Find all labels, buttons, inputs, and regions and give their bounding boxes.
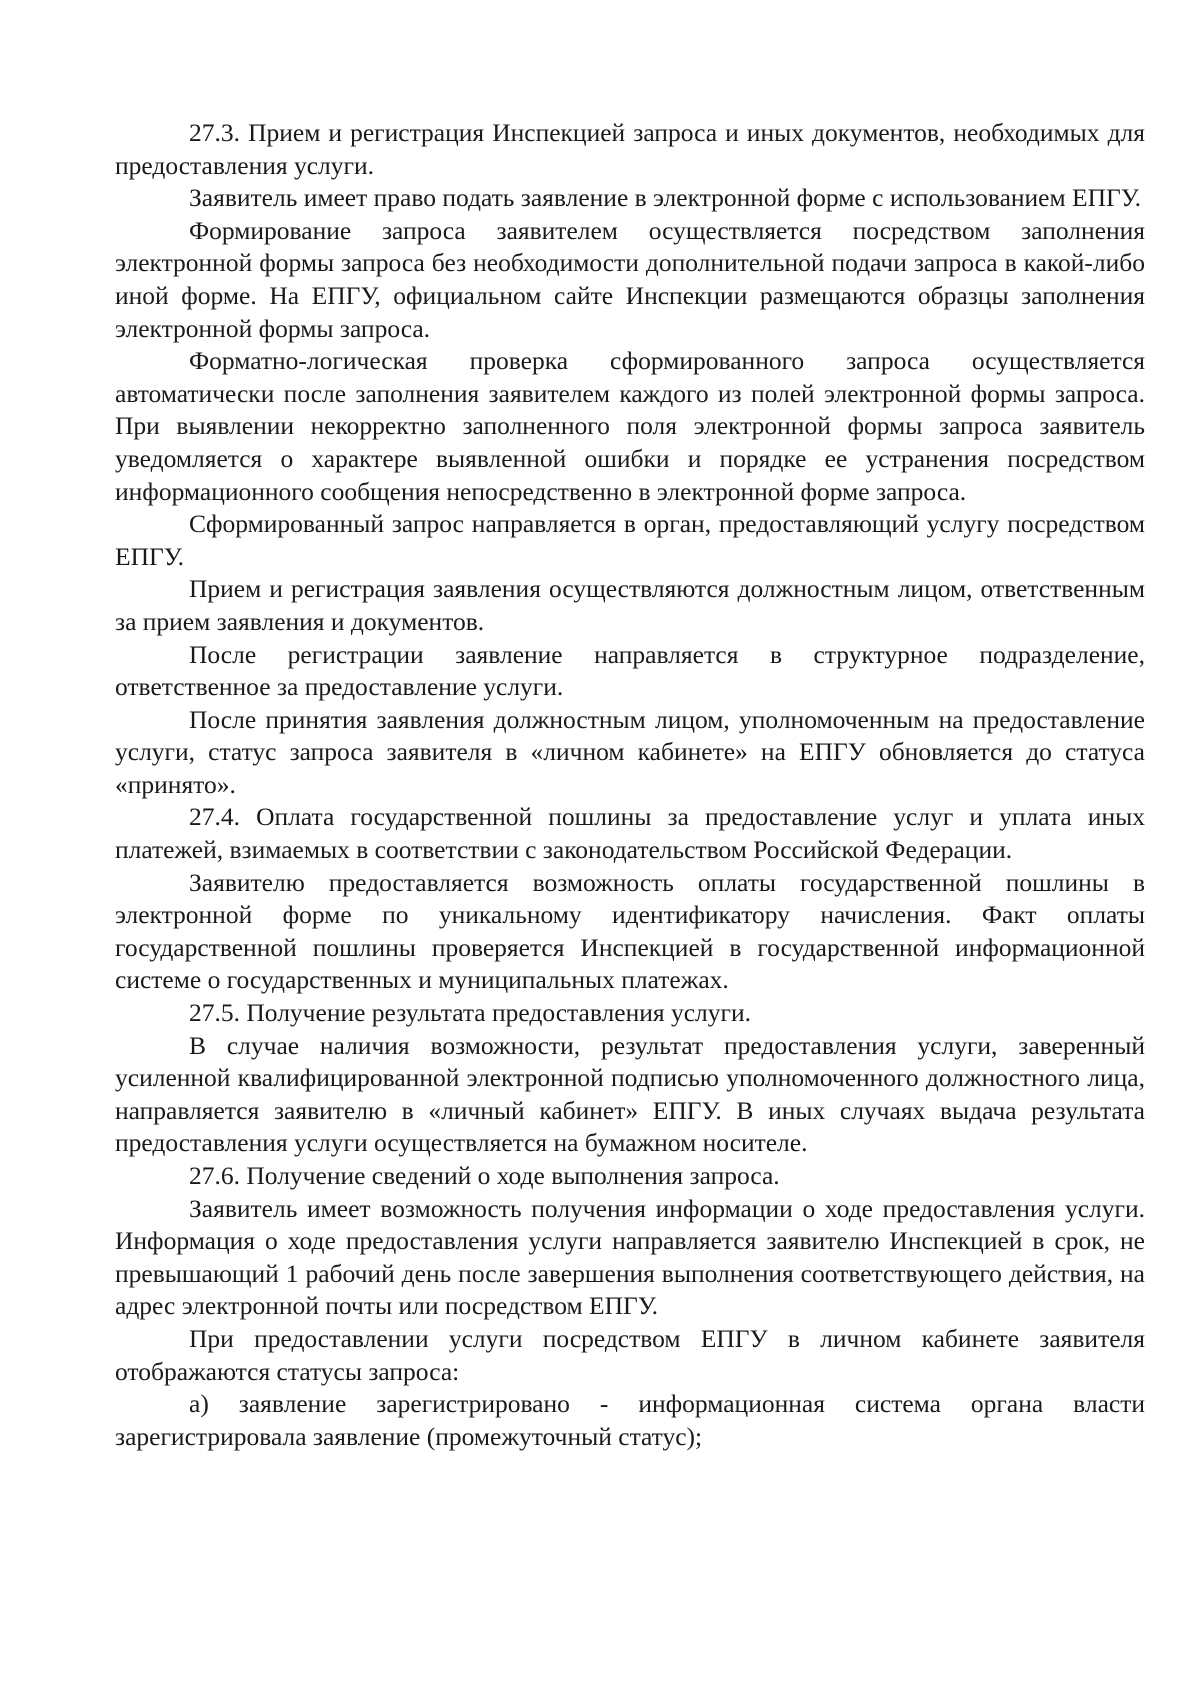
paragraph-result-delivery: В случае наличия возможности, результат предоставления услуги, заверенный усиленной квалифицированной электронной подписью уполномоченного должностного лица, направляется заявителю в «личный кабинет» ЕПГУ. В иных случаях выдача результата предоставления услуги осуществляется на бумажном носителе. [115,1030,1145,1158]
document-body [115,117,1145,1453]
paragraph-format-logical-check: Форматно-логическая проверка сформированного запроса осуществляется автоматически после заполнения заявителем каждого из полей электронной формы запроса. При выявлении некорректно заполненного поля электронной формы запроса заявитель уведомляется о характере выявленной ошибки и порядке ее устранения посредством информационного сообщения непосредственно в электронной форме запроса. [115,346,1145,506]
paragraph-fee-payment: Заявителю предоставляется возможность оплаты государственной пошлины в электронной форме по уникальному идентификатору начисления. Факт оплаты государственной пошлины проверяется Инспекцией в государственной информационной системе о государственных и муниципальных платежах. [115,867,1145,995]
paragraph-progress-info: Заявитель имеет возможность получения информации о ходе предоставления услуги. Информация о ходе предоставления услуги направляется заявителю Инспекцией в срок, не превышающий 1 рабочий день после завершения выполнения соответствующего действия, на адрес электронной почты или посредством ЕПГУ. [115,1193,1145,1321]
paragraph-status-list-intro: При предоставлении услуги посредством ЕПГУ в личном кабинете заявителя отображаются статусы запроса: [115,1323,1145,1386]
paragraph-27-6-heading: 27.6. Получение сведений о ходе выполнения запроса. [189,1161,780,1190]
paragraph-status-a: а) заявление зарегистрировано - информационная система органа власти зарегистрировала заявление (промежуточный статус); [115,1389,1145,1451]
paragraph-request-sent: Сформированный запрос направляется в орган, предоставляющий услугу посредством ЕПГУ. [115,509,1145,571]
paragraph-27-4-heading: 27.4. Оплата государственной пошлины за предоставление услуг и уплата иных платежей, взимаемых в соответствии с законодательством Российской Федерации. [115,802,1145,865]
paragraph-reception-registration: Прием и регистрация заявления осуществляются должностным лицом, ответственным за прием заявления и документов. [115,574,1145,636]
paragraph-applicant-right: Заявитель имеет право подать заявление в электронной форме с использованием ЕПГУ. [189,183,1142,213]
paragraph-27-5-heading: 27.5. Получение результата предоставления услуги. [189,998,751,1028]
paragraph-request-formation: Формирование запроса заявителем осуществляется посредством заполнения электронной формы запроса без необходимости дополнительной подачи запроса в какой-либо иной форме. На ЕПГУ, официальном сайте Инспекции размещаются образцы заполнения электронной формы запроса. [115,215,1145,343]
paragraph-status-accepted: После принятия заявления должностным лицом, уполномоченным на предоставление услуги, статус запроса заявителя в «личном кабинете» на ЕПГУ обновляется до статуса «принято». [115,704,1145,799]
paragraph-after-registration: После регистрации заявление направляется в структурное подразделение, ответственное за предоставление услуги. [115,639,1145,702]
paragraph-27-3-heading: 27.3. Прием и регистрация Инспекцией запроса и иных документов, необходимых для предоставления услуги. [115,118,1145,180]
